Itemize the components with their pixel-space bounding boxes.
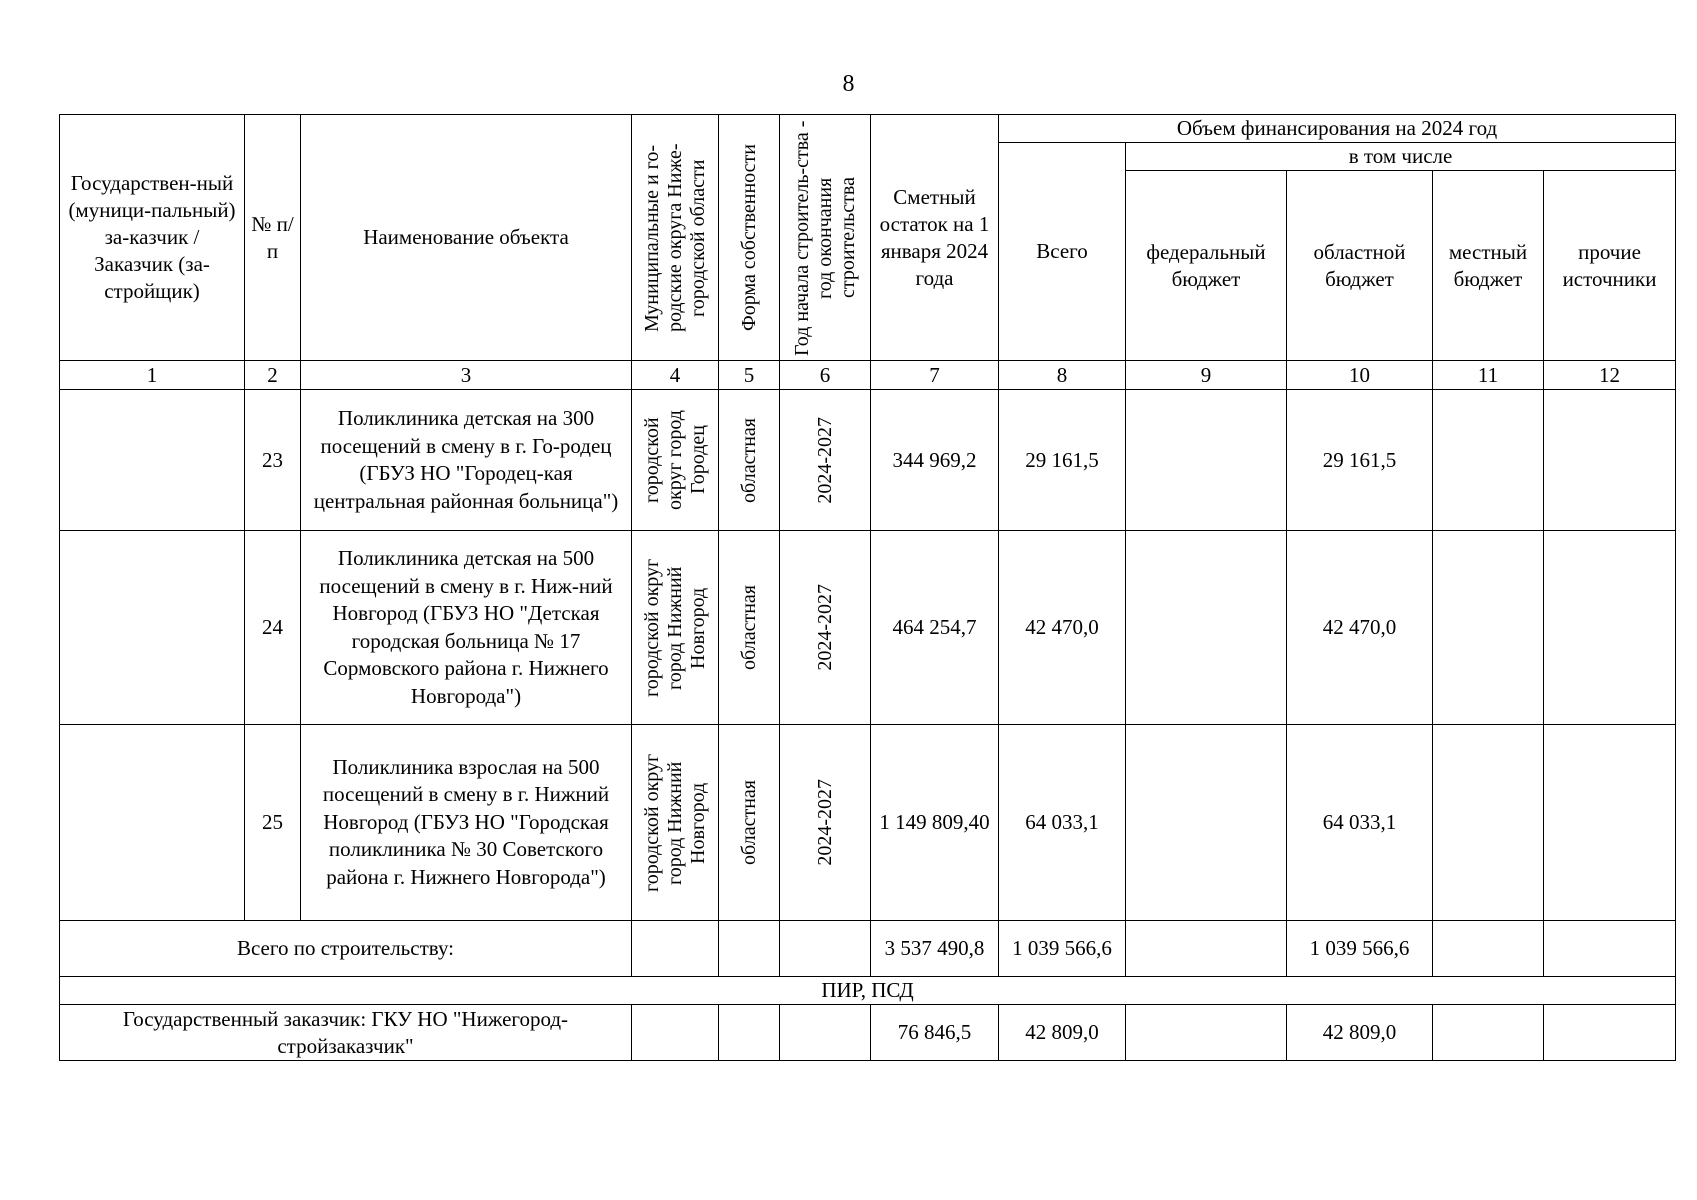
summary-empty xyxy=(632,921,719,977)
summary-empty xyxy=(1544,921,1676,977)
section-empty xyxy=(632,1005,719,1061)
page-number: 8 xyxy=(842,71,855,97)
row-regional: 29 161,5 xyxy=(1287,390,1433,531)
row-other xyxy=(1544,725,1676,921)
col-number: 10 xyxy=(1287,361,1433,390)
row-num: 23 xyxy=(245,390,301,531)
col-number: 11 xyxy=(1433,361,1544,390)
row-regional: 64 033,1 xyxy=(1287,725,1433,921)
section-title: ПИР, ПСД xyxy=(60,977,1676,1005)
col-number: 6 xyxy=(780,361,871,390)
row-ownership: областная xyxy=(719,531,780,725)
row-federal xyxy=(1126,725,1287,921)
summary-estimate: 3 537 490,8 xyxy=(871,921,999,977)
row-customer xyxy=(60,531,245,725)
row-num: 25 xyxy=(245,725,301,921)
header-municipal: Муниципальные и го-родские округа Ниже-городской области xyxy=(632,115,719,361)
section-empty xyxy=(719,1005,780,1061)
row-years: 2024-2027 xyxy=(780,725,871,921)
row-federal xyxy=(1126,390,1287,531)
row-customer xyxy=(60,390,245,531)
col-number: 2 xyxy=(245,361,301,390)
col-number: 3 xyxy=(301,361,632,390)
row-object-name: Поликлиника детская на 500 посещений в смену в г. Ниж-ний Новгород (ГБУЗ НО "Детская городская больница № 17 Сормовского района г. Нижнего Новгорода") xyxy=(301,531,632,725)
col-number: 1 xyxy=(60,361,245,390)
row-municipality: городской округ город Нижний Новгород xyxy=(632,725,719,921)
summary-empty xyxy=(780,921,871,977)
section-estimate: 76 846,5 xyxy=(871,1005,999,1061)
row-estimate: 1 149 809,40 xyxy=(871,725,999,921)
section-empty xyxy=(1433,1005,1544,1061)
header-total: Всего xyxy=(999,143,1126,361)
header-object-name: Наименование объекта xyxy=(301,115,632,361)
row-ownership: областная xyxy=(719,390,780,531)
row-other xyxy=(1544,531,1676,725)
column-numbers-row xyxy=(60,361,1676,390)
header-num: № п/п xyxy=(245,115,301,361)
row-regional: 42 470,0 xyxy=(1287,531,1433,725)
row-years: 2024-2027 xyxy=(780,531,871,725)
header-other: прочие источники xyxy=(1544,171,1676,361)
row-total: 29 161,5 xyxy=(999,390,1126,531)
row-federal xyxy=(1126,531,1287,725)
header-local: местный бюджет xyxy=(1433,171,1544,361)
section-customer-row xyxy=(60,1005,1676,1061)
row-municipality: городской округ город Городец xyxy=(632,390,719,531)
section-row xyxy=(60,977,1676,1005)
header-financing: Объем финансирования на 2024 год xyxy=(999,115,1676,143)
header-customer: Государствен-ный (муници-пальный) за-казчик / Заказчик (за-стройщик) xyxy=(60,115,245,361)
header-regional: областной бюджет xyxy=(1287,171,1433,361)
col-number: 7 xyxy=(871,361,999,390)
row-total: 64 033,1 xyxy=(999,725,1126,921)
row-object-name: Поликлиника взрослая на 500 посещений в смену в г. Нижний Новгород (ГБУЗ НО "Городская поликлиника № 30 Советского района г. Нижнего Новгорода") xyxy=(301,725,632,921)
row-municipality: городской округ город Нижний Новгород xyxy=(632,531,719,725)
financing-table xyxy=(59,114,1676,1061)
header-including: в том числе xyxy=(1126,143,1676,171)
table-row xyxy=(60,725,1676,921)
summary-regional: 1 039 566,6 xyxy=(1287,921,1433,977)
col-number: 9 xyxy=(1126,361,1287,390)
table-row xyxy=(60,531,1676,725)
row-years: 2024-2027 xyxy=(780,390,871,531)
section-empty xyxy=(780,1005,871,1061)
row-ownership: областная xyxy=(719,725,780,921)
summary-empty xyxy=(719,921,780,977)
section-total: 42 809,0 xyxy=(999,1005,1126,1061)
summary-empty xyxy=(1433,921,1544,977)
col-number: 5 xyxy=(719,361,780,390)
summary-label: Всего по строительству: xyxy=(60,921,632,977)
header-federal: федеральный бюджет xyxy=(1126,171,1287,361)
col-number: 8 xyxy=(999,361,1126,390)
section-empty xyxy=(1126,1005,1287,1061)
header-years: Год начала строитель-ства - год окончания строительства xyxy=(780,115,871,361)
row-customer xyxy=(60,725,245,921)
row-other xyxy=(1544,390,1676,531)
summary-row xyxy=(60,921,1676,977)
row-local xyxy=(1433,390,1544,531)
row-local xyxy=(1433,725,1544,921)
summary-empty xyxy=(1126,921,1287,977)
table-row xyxy=(60,390,1676,531)
header-ownership: Форма собственности xyxy=(719,115,780,361)
section-empty xyxy=(1544,1005,1676,1061)
section-regional: 42 809,0 xyxy=(1287,1005,1433,1061)
row-num: 24 xyxy=(245,531,301,725)
row-local xyxy=(1433,531,1544,725)
row-estimate: 464 254,7 xyxy=(871,531,999,725)
col-number: 12 xyxy=(1544,361,1676,390)
col-number: 4 xyxy=(632,361,719,390)
row-estimate: 344 969,2 xyxy=(871,390,999,531)
row-total: 42 470,0 xyxy=(999,531,1126,725)
summary-total: 1 039 566,6 xyxy=(999,921,1126,977)
header-estimate: Сметный остаток на 1 января 2024 года xyxy=(871,115,999,361)
row-object-name: Поликлиника детская на 300 посещений в смену в г. Го-родец (ГБУЗ НО "Городец-кая центральная районная больница") xyxy=(301,390,632,531)
section-customer: Государственный заказчик: ГКУ НО "Нижегород-стройзаказчик" xyxy=(60,1005,632,1061)
